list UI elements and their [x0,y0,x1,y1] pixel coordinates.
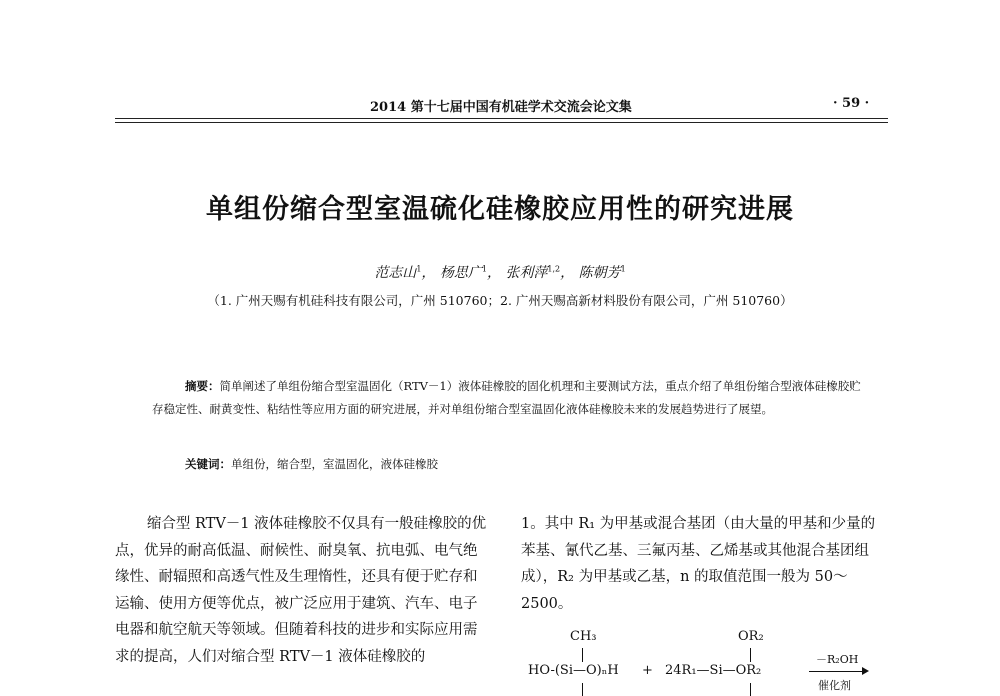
formula-bond [582,683,583,696]
formula-plus: + [642,663,653,678]
author-affiliation-mark: 1,2 [547,264,561,274]
author-affiliation-mark: 1 [416,264,422,274]
author-name: 陈朝芳 [578,265,621,281]
abstract-text: 简单阐述了单组份缩合型室温固化（RTV－1）液体硅橡胶的固化机理和主要测试方法，重点介绍了单组份缩合型液体硅橡胶贮存稳定性、耐黄变性、粘结性等应用方面的研究进展，并对单组份缩合型室温固化液体硅橡胶未来的发展趋势进行了展望。 [152,379,861,416]
formula-bond [750,648,751,662]
arrowhead-icon [862,667,869,675]
formula-or2-top: OR₂ [738,629,764,644]
keywords-text: 单组份，缩合型，室温固化，液体硅橡胶 [231,457,438,471]
author-name: 张利萍 [505,265,548,281]
body-left-column [115,511,487,670]
reaction-formula [520,625,900,696]
keywords-label: 关键词： [185,457,231,471]
affiliations: （1. 广州天赐有机硅科技有限公司，广州 510760；2. 广州天赐高新材料股份有限公司，广州 510760） [207,293,793,308]
article-title: 单组份缩合型室温硫化硅橡胶应用性的研究进展 [206,194,794,225]
header-rule-bottom [115,122,888,123]
author-name: 范志山 [374,265,417,281]
author-list: 范志山$^1$， 杨思广$^1$， 张利萍$^{1,2}$， 陈朝芳$^1$ [374,264,626,281]
body-right-column [521,511,889,617]
author-name: 杨思广 [439,265,482,281]
formula-over-arrow: －R₂OH [816,653,859,666]
keywords [185,456,438,472]
abstract-label: 摘要： [185,379,220,393]
author-affiliation-mark: 1 [481,264,487,274]
body-paragraph: 1。其中 R₁ 为甲基或混合基团（由大量的甲基和少量的苯基、氰代乙基、三氟丙基、乙烯基或其他混合基团组成），R₂ 为甲基或乙基，n 的取值范围一般为 50～2500。 [521,516,876,612]
page-number: · 59 · [833,96,870,111]
author-affiliation-mark: 1 [620,264,626,274]
reaction-arrow [809,671,864,672]
journal-title: 2014 第十七届中国有机硅学术交流会论文集 [370,100,632,115]
abstract [152,375,864,421]
formula-bond [750,683,751,696]
page-header [0,0,1000,126]
formula-ch3: CH₃ [570,629,597,644]
body-paragraph: 缩合型 RTV－1 液体硅橡胶不仅具有一般硅橡胶的优点，优异的耐高低温、耐候性、耐臭氧、抗电弧、电气绝缘性、耐辐照和高透气性及生理惰性，还具有便于贮存和运输、使用方便等优点，被广泛应用于建筑、汽车、电子电器和航空航天等领域。但随着科技的进步和实际应用需求的提高，人们对缩合型 RTV－1 液体硅橡胶的 [115,516,487,665]
formula-bond [582,648,583,662]
formula-under-arrow: 催化剂 [818,679,851,692]
formula-reactant-1: HO-(Si—O)ₙH [528,663,619,678]
formula-reactant-2: 24R₁—Si—OR₂ [665,663,762,678]
header-rule-top [115,118,888,119]
